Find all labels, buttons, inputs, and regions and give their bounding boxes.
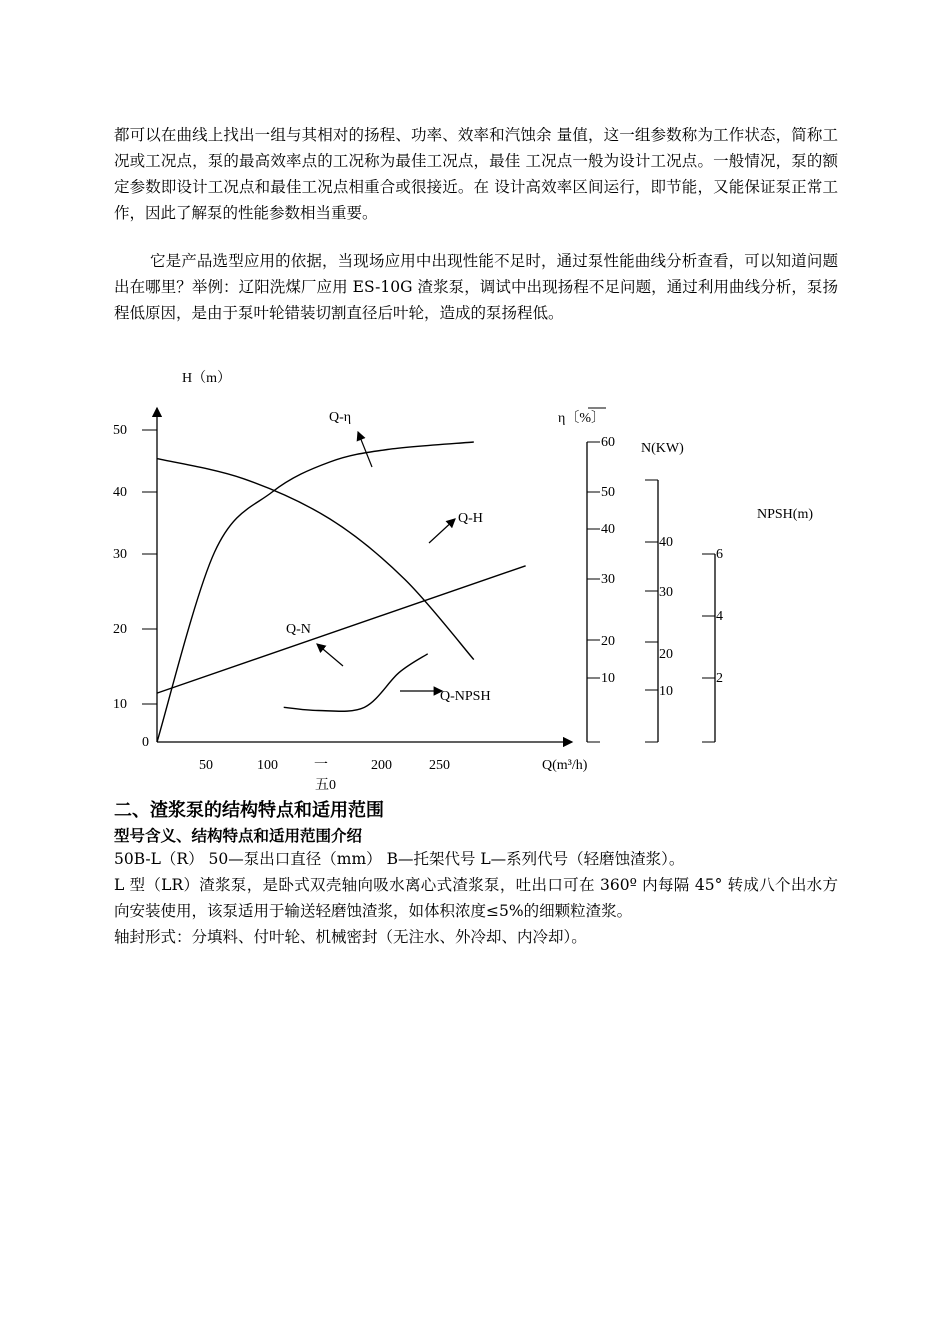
power-axis-label: N(KW) [641,441,684,456]
section-heading: 二、渣浆泵的结构特点和适用范围 [114,800,384,821]
h-tick-label: 30 [113,547,127,562]
npsh-tick-label: 6 [716,547,723,562]
power-axis [641,441,684,742]
h-tick-label: 10 [113,697,127,712]
section-subheading: 型号含义、结构特点和适用范围介绍 [114,827,363,845]
q-tick-label: 200 [371,758,392,773]
paragraph-selection-basis: 它是产品选型应用的依据，当现场应用中出现性能不足时，通过泵性能曲线分析查看，可以知道问题出在哪里？举例：辽阳洗煤厂应用 ES-10G 渣浆泵，调试中出现扬程不足问题，通过利用曲线分析，泵扬程低原因，是由于泵叶轮错装切割直径后叶轮，造成的泵扬程低。 [114,252,838,322]
h-tick-label: 40 [113,485,127,500]
eta-tick-label: 40 [601,522,615,537]
series-q-h-curve [157,459,474,660]
power-tick-label: 30 [659,585,673,600]
q-h-label: Q-H [458,511,483,526]
eta-tick-label: 20 [601,634,615,649]
eta-tick-label: 30 [601,572,615,587]
npsh-tick-label: 2 [716,671,723,686]
q-axis-label: Q(m³/h) [542,758,588,773]
eta-tick-label: 60 [601,435,615,450]
series-q-n-curve [157,566,526,693]
power-tick-label: 10 [659,684,673,699]
q-n-label: Q-N [286,622,311,637]
q-ticks [199,758,450,793]
npsh-axis [702,507,813,742]
h-tick-label: 50 [113,423,127,438]
power-tick-label: 40 [659,535,673,550]
q-tick-label: 五0 [315,778,336,793]
h-axis-label: H（m） [182,371,231,386]
eta-tick-label: 50 [601,485,615,500]
eta-axis [558,408,615,742]
npsh-axis-label: NPSH(m) [757,507,814,522]
eta-axis-label: η〔%〕 [558,411,605,426]
power-tick-label: 20 [659,647,673,662]
npsh-tick-label: 4 [716,609,723,624]
series-q-npsh-curve [284,654,428,711]
q-tick-label: 100 [257,758,278,773]
curve-callouts [286,410,491,704]
q-tick-label: 50 [199,758,213,773]
q-eta-label: Q-η [329,410,352,425]
origin-label: 0 [142,735,149,750]
shaft-seal-line: 轴封形式：分填料、付叶轮、机械密封（无注水、外冷却、内冷却）。 [114,928,587,946]
h-ticks [113,423,157,712]
q-tick-label: 250 [429,758,450,773]
q-tick-label: 一 [314,758,328,773]
q-npsh-label: Q-NPSH [440,689,491,704]
h-tick-label: 20 [113,622,127,637]
structure-description: L 型（LR）渣浆泵，是卧式双壳轴向吸水离心式渣浆泵，吐出口可在 360º 内每隔 45° 转成八个出水方向安装使用，该泵适用于输送轻磨蚀渣浆，如体积浓度≤5%的细颗粒渣浆。 [114,876,838,920]
eta-tick-label: 10 [601,671,615,686]
model-meaning-line: 50B-L（R） 50—泵出口直径（mm） B—托架代号 L—系列代号（轻磨蚀渣浆）。 [114,850,685,868]
series-q-eta-curve [157,442,474,742]
paragraph-operating-point: 都可以在曲线上找出一组与其相对的扬程、功率、效率和汽蚀余 量值，这一组参数称为工作状态，简称工况或工况点，泵的最高效率点的工况称为最佳工况点，最佳 工况点一般为设计工况点。一般情况，泵的额定参数即设计工况点和最佳工况点相重合或很接近。在 设计高效率区间运行，即节能，又能保证泵正常工作，因此了解泵的性能参数相当重要。 [114,126,838,222]
pump-performance-chart [100,362,840,794]
